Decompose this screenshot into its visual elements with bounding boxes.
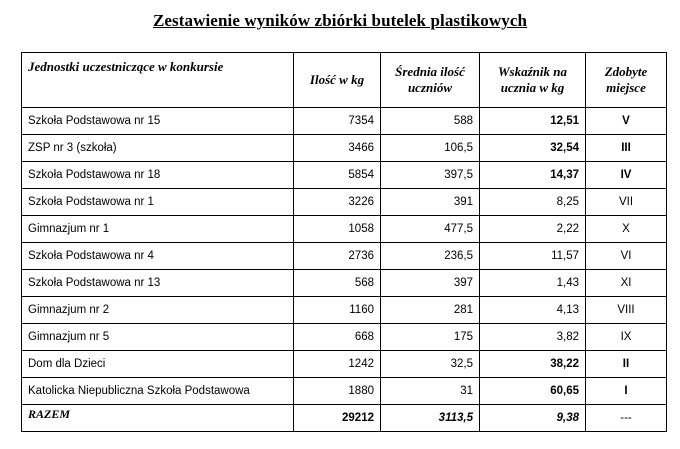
index-cell: 14,37	[480, 162, 586, 189]
table-body	[22, 108, 667, 432]
place-cell: IX	[586, 324, 667, 351]
index-cell: 8,25	[480, 189, 586, 216]
index-cell: 1,43	[480, 270, 586, 297]
kg-cell: 568	[294, 270, 381, 297]
unit-cell: ZSP nr 3 (szkoła)	[22, 135, 294, 162]
kg-cell: 3466	[294, 135, 381, 162]
unit-cell: Dom dla Dzieci	[22, 351, 294, 378]
header-students	[381, 53, 480, 108]
total-place: ---	[586, 405, 667, 432]
kg-cell: 2736	[294, 243, 381, 270]
header-index	[480, 53, 586, 108]
students-cell: 281	[381, 297, 480, 324]
header-index-line2: ucznia w kg	[500, 80, 565, 95]
index-cell: 60,65	[480, 378, 586, 405]
index-cell: 12,51	[480, 108, 586, 135]
students-cell: 31	[381, 378, 480, 405]
students-cell: 236,5	[381, 243, 480, 270]
unit-cell: Szkoła Podstawowa nr 13	[22, 270, 294, 297]
table-row	[22, 297, 667, 324]
place-cell: II	[586, 351, 667, 378]
unit-cell: Szkoła Podstawowa nr 4	[22, 243, 294, 270]
place-cell: V	[586, 108, 667, 135]
kg-cell: 1242	[294, 351, 381, 378]
students-cell: 477,5	[381, 216, 480, 243]
header-place-line2: miejsce	[606, 80, 646, 95]
table-row	[22, 270, 667, 297]
place-cell: VII	[586, 189, 667, 216]
total-index: 9,38	[480, 405, 586, 432]
place-cell: IV	[586, 162, 667, 189]
header-place	[586, 53, 667, 108]
total-label: RAZEM	[22, 405, 294, 432]
header-unit: Jednostki uczestniczące w konkursie	[22, 53, 294, 108]
place-cell: III	[586, 135, 667, 162]
results-table	[21, 52, 667, 432]
place-cell: VI	[586, 243, 667, 270]
unit-cell: Gimnazjum nr 1	[22, 216, 294, 243]
table-row	[22, 216, 667, 243]
page-title: Zestawienie wyników zbiórki butelek plastikowych	[152, 11, 528, 30]
index-cell: 3,82	[480, 324, 586, 351]
header-place-line1: Zdobyte	[604, 64, 648, 79]
total-kg: 29212	[294, 405, 381, 432]
students-cell: 32,5	[381, 351, 480, 378]
table-row	[22, 324, 667, 351]
place-cell: XI	[586, 270, 667, 297]
kg-cell: 1880	[294, 378, 381, 405]
place-cell: VIII	[586, 297, 667, 324]
kg-cell: 1058	[294, 216, 381, 243]
unit-cell: Szkoła Podstawowa nr 18	[22, 162, 294, 189]
table-row	[22, 108, 667, 135]
total-row	[22, 405, 667, 432]
index-cell: 32,54	[480, 135, 586, 162]
header-index-line1: Wskaźnik na	[498, 64, 567, 79]
table-row	[22, 351, 667, 378]
unit-cell: Katolicka Niepubliczna Szkoła Podstawowa	[22, 378, 294, 405]
unit-cell: Gimnazjum nr 5	[22, 324, 294, 351]
unit-cell: Szkoła Podstawowa nr 1	[22, 189, 294, 216]
unit-cell: Szkoła Podstawowa nr 15	[22, 108, 294, 135]
place-cell: I	[586, 378, 667, 405]
header-kg: Ilość w kg	[294, 53, 381, 108]
students-cell: 175	[381, 324, 480, 351]
table-row	[22, 378, 667, 405]
students-cell: 588	[381, 108, 480, 135]
kg-cell: 7354	[294, 108, 381, 135]
index-cell: 38,22	[480, 351, 586, 378]
header-students-line1: Średnia ilość	[395, 64, 465, 79]
kg-cell: 3226	[294, 189, 381, 216]
index-cell: 11,57	[480, 243, 586, 270]
place-cell: X	[586, 216, 667, 243]
table-row	[22, 189, 667, 216]
total-students: 3113,5	[381, 405, 480, 432]
header-students-line2: uczniów	[407, 80, 453, 95]
index-cell: 2,22	[480, 216, 586, 243]
students-cell: 397,5	[381, 162, 480, 189]
unit-cell: Gimnazjum nr 2	[22, 297, 294, 324]
table-row	[22, 243, 667, 270]
header-row	[22, 53, 667, 108]
kg-cell: 5854	[294, 162, 381, 189]
table-row	[22, 135, 667, 162]
kg-cell: 1160	[294, 297, 381, 324]
students-cell: 391	[381, 189, 480, 216]
index-cell: 4,13	[480, 297, 586, 324]
table-row	[22, 162, 667, 189]
students-cell: 397	[381, 270, 480, 297]
kg-cell: 668	[294, 324, 381, 351]
students-cell: 106,5	[381, 135, 480, 162]
